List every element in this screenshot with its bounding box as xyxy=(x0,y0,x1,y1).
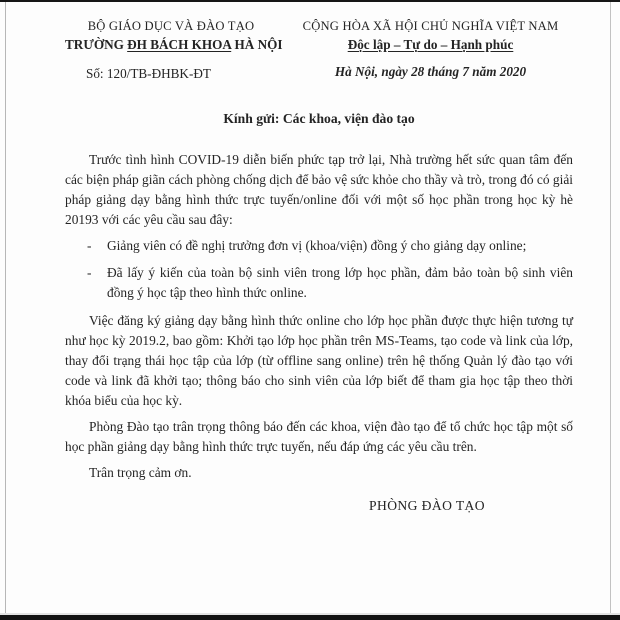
list-item-text: Giảng viên có đề nghị trưởng đơn vị (khoa/viện) đồng ý cho giảng dạy online; xyxy=(107,238,527,253)
page-right-border xyxy=(610,2,611,613)
page-top-border xyxy=(0,0,620,2)
requirements-list xyxy=(87,236,573,303)
closing-line: Trân trọng cảm ơn. xyxy=(89,465,192,480)
school-name-suffix: HÀ NỘI xyxy=(231,37,283,52)
body-paragraph-3: Phòng Đào tạo trân trọng thông báo đến các khoa, viện đào tạo để tổ chức học tập một số học phần giảng dạy bằng hình thức trực tuyến, nếu đáp ứng các yêu cầu trên. xyxy=(65,419,573,454)
ministry-name: BỘ GIÁO DỤC VÀ ĐÀO TẠO xyxy=(87,19,255,33)
bullet-dash-marker: - xyxy=(87,265,92,280)
document-header xyxy=(65,19,573,82)
school-name xyxy=(65,37,283,53)
place-and-date-line: Hà Nội, ngày 28 tháng 7 năm 2020 xyxy=(334,64,527,79)
list-item xyxy=(87,263,573,303)
list-item-text: Đã lấy ý kiến của toàn bộ sinh viên trong lớp học phần, đảm bảo toàn bộ sinh viên đồng ý học tập theo hình thức online. xyxy=(107,265,573,300)
bullet-dash-marker: - xyxy=(87,238,92,253)
document-content xyxy=(65,19,573,514)
national-motto-block xyxy=(288,19,573,80)
recipient-line: Kính gửi: Các khoa, viện đào tạo xyxy=(223,111,415,126)
document-number: Số: 120/TB-ĐHBK-ĐT xyxy=(86,66,211,81)
school-name-prefix: TRƯỜNG xyxy=(65,37,128,52)
school-name-underlined: ĐH BÁCH KHOA xyxy=(127,37,232,52)
national-motto-line1: CỘNG HÒA XÃ HỘI CHỦ NGHĨA VIỆT NAM xyxy=(302,19,559,33)
list-item xyxy=(87,236,573,256)
signature-department: PHÒNG ĐÀO TẠO xyxy=(369,498,485,513)
body-paragraph-2: Việc đăng ký giảng dạy bằng hình thức online cho lớp học phần được thực hiện tương tự như học kỳ 2019.2, bao gồm: Khởi tạo lớp học phần trên MS-Teams, tạo code và link của lớp, thay đổi trạng thái học tập của lớp (từ offline sang online) trên hệ thống Quản lý đào tạo với code và link đã khởi tạo; thông báo cho sinh viên của lớp biết để tham gia học tập theo thời khóa biểu của học kỳ. xyxy=(65,313,573,408)
document-body xyxy=(65,150,573,483)
national-motto-line2: Độc lập – Tự do – Hạnh phúc xyxy=(347,37,514,52)
body-paragraph-1: Trước tình hình COVID-19 diễn biến phức tạp trở lại, Nhà trường hết sức quan tâm đến các biện pháp giãn cách phòng chống dịch để bảo vệ sức khỏe cho thầy và trò, trong đó có giải pháp giảng dạy bằng hình thức trực tuyến/online đối với một số học phần trong học kỳ hè 20193 với các yêu cầu sau đây: xyxy=(65,152,573,227)
page-bottom-border xyxy=(0,615,620,620)
issuing-authority-block xyxy=(65,19,283,82)
page-left-border xyxy=(5,2,6,613)
